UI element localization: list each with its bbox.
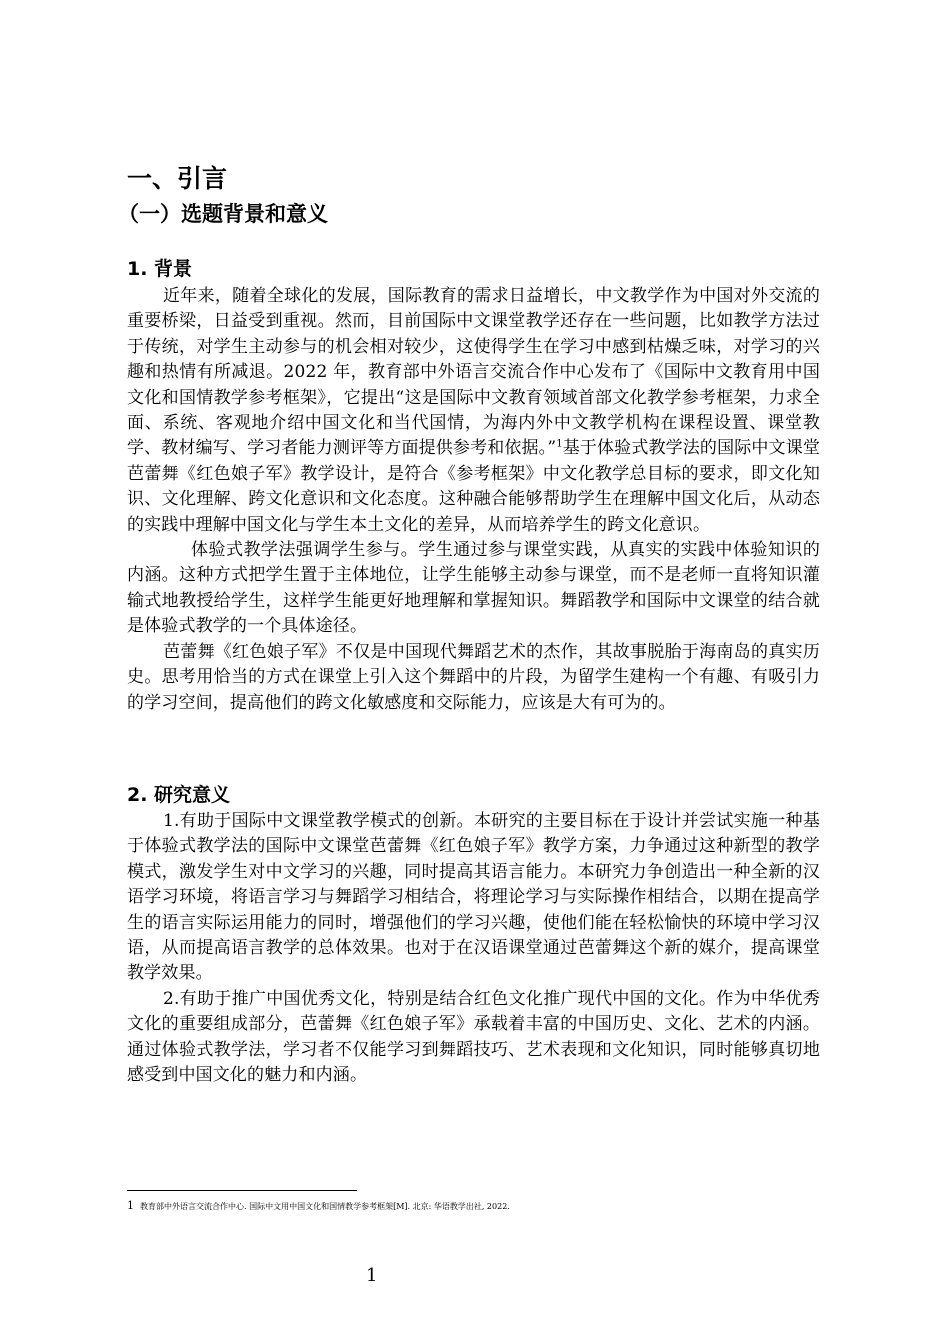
footnote-reference[interactable]: 1 bbox=[556, 438, 563, 450]
page-number: 1 bbox=[366, 1265, 378, 1286]
paragraph-text: 基于体验式教学法的国际中文课堂芭蕾舞《红色娘子军》教学设计，是符合《参考框架》中文化教学总目标的要求，即文化知识、文化理解、跨文化意识和文化态度。这种融合能够帮助学生在理解中国文化后，从动态的实践中理解中国文化与学生本土文化的差异，从而培养学生的跨文化意识。 bbox=[127, 438, 821, 535]
subsection-heading-background: 1. 背景 bbox=[127, 258, 193, 280]
section-heading: （一）选题背景和意义 bbox=[118, 202, 328, 226]
footnote bbox=[127, 1199, 820, 1214]
significance-section-body bbox=[127, 809, 820, 1088]
footnote-separator bbox=[127, 1190, 357, 1191]
background-paragraph-2: 体验式教学法强调学生参与。学生通过参与课堂实践，从真实的实践中体验知识的内涵。这种方式把学生置于主体地位，让学生能够主动参与课堂，而不是老师一直将知识灌输式地教授给学生，这样学生能更好地理解和掌握知识。舞蹈教学和国际中文课堂的结合就是体验式教学的一个具体途径。 bbox=[127, 540, 820, 637]
background-paragraph-1 bbox=[127, 284, 820, 538]
footnote-number: 1 bbox=[127, 1199, 134, 1212]
subsection-heading-significance: 2. 研究意义 bbox=[127, 784, 231, 806]
background-paragraph-3: 芭蕾舞《红色娘子军》不仅是中国现代舞蹈艺术的杰作，其故事脱胎于海南岛的真实历史。思考用恰当的方式在课堂上引入这个舞蹈中的片段，为留学生建构一个有趣、有吸引力的学习空间，提高他们的跨文化敏感度和交际能力，应该是大有可为的。 bbox=[127, 641, 820, 713]
footnote-text: 教育部中外语言交流合作中心. 国际中文用中国文化和国情教学参考框架[M]. 北京: 华语教学出社, 2022. bbox=[140, 1202, 510, 1211]
significance-paragraph-2: 2.有助于推广中国优秀文化，特别是结合红色文化推广现代中国的文化。作为中华优秀文化的重要组成部分，芭蕾舞《红色娘子军》承载着丰富的中国历史、文化、艺术的内涵。通过体验式教学法，学习者不仅能学习到舞蹈技巧、艺术表现和文化知识，同时能够真切地感受到中国文化的魅力和内涵。 bbox=[127, 988, 820, 1086]
chapter-heading: 一、引言 bbox=[127, 164, 228, 193]
significance-paragraph-1: 1.有助于国际中文课堂教学模式的创新。本研究的主要目标在于设计并尝试实施一种基于体验式教学法的国际中文课堂芭蕾舞《红色娘子军》教学方案，力争通过这种新型的教学模式，激发学生对中文学习的兴趣，同时提高其语言能力。本研究力争创造出一种全新的汉语学习环境，将语言学习与舞蹈学习相结合，将理论学习与实际操作相结合，以期在提高学生的语言实际运用能力的同时，增强他们的学习兴趣，使他们能在轻松愉快的环境中学习汉语，从而提高语言教学的总体效果。也对于在汉语课堂通过芭蕾舞这个新的媒介，提高课堂教学效果。 bbox=[127, 811, 820, 984]
paragraph-text: 近年来，随着全球化的发展，国际教育的需求日益增长，中文教学作为中国对外交流的重要桥梁，日益受到重视。然而，目前国际中文课堂教学还存在一些问题，比如教学方法过于传统，对学生主动参与的机会相对较少，这使得学生在学习中感到枯燥乏味，对学习的兴趣和热情有所减退。2022 年，教育部中外语言交流合作中心发布了《国际中文教育用中国文化和国情教学参考框架》，它提出“这是国际中文教育领域首部文化教学参考框架，力求全面、系统、客观地介绍中国文化和当代国情，为海内外中文教学机构在课程设置、课堂教学、教材编写、学习者能力测评等方面提供参考和依据。” bbox=[127, 286, 820, 459]
background-section-body bbox=[127, 284, 820, 716]
